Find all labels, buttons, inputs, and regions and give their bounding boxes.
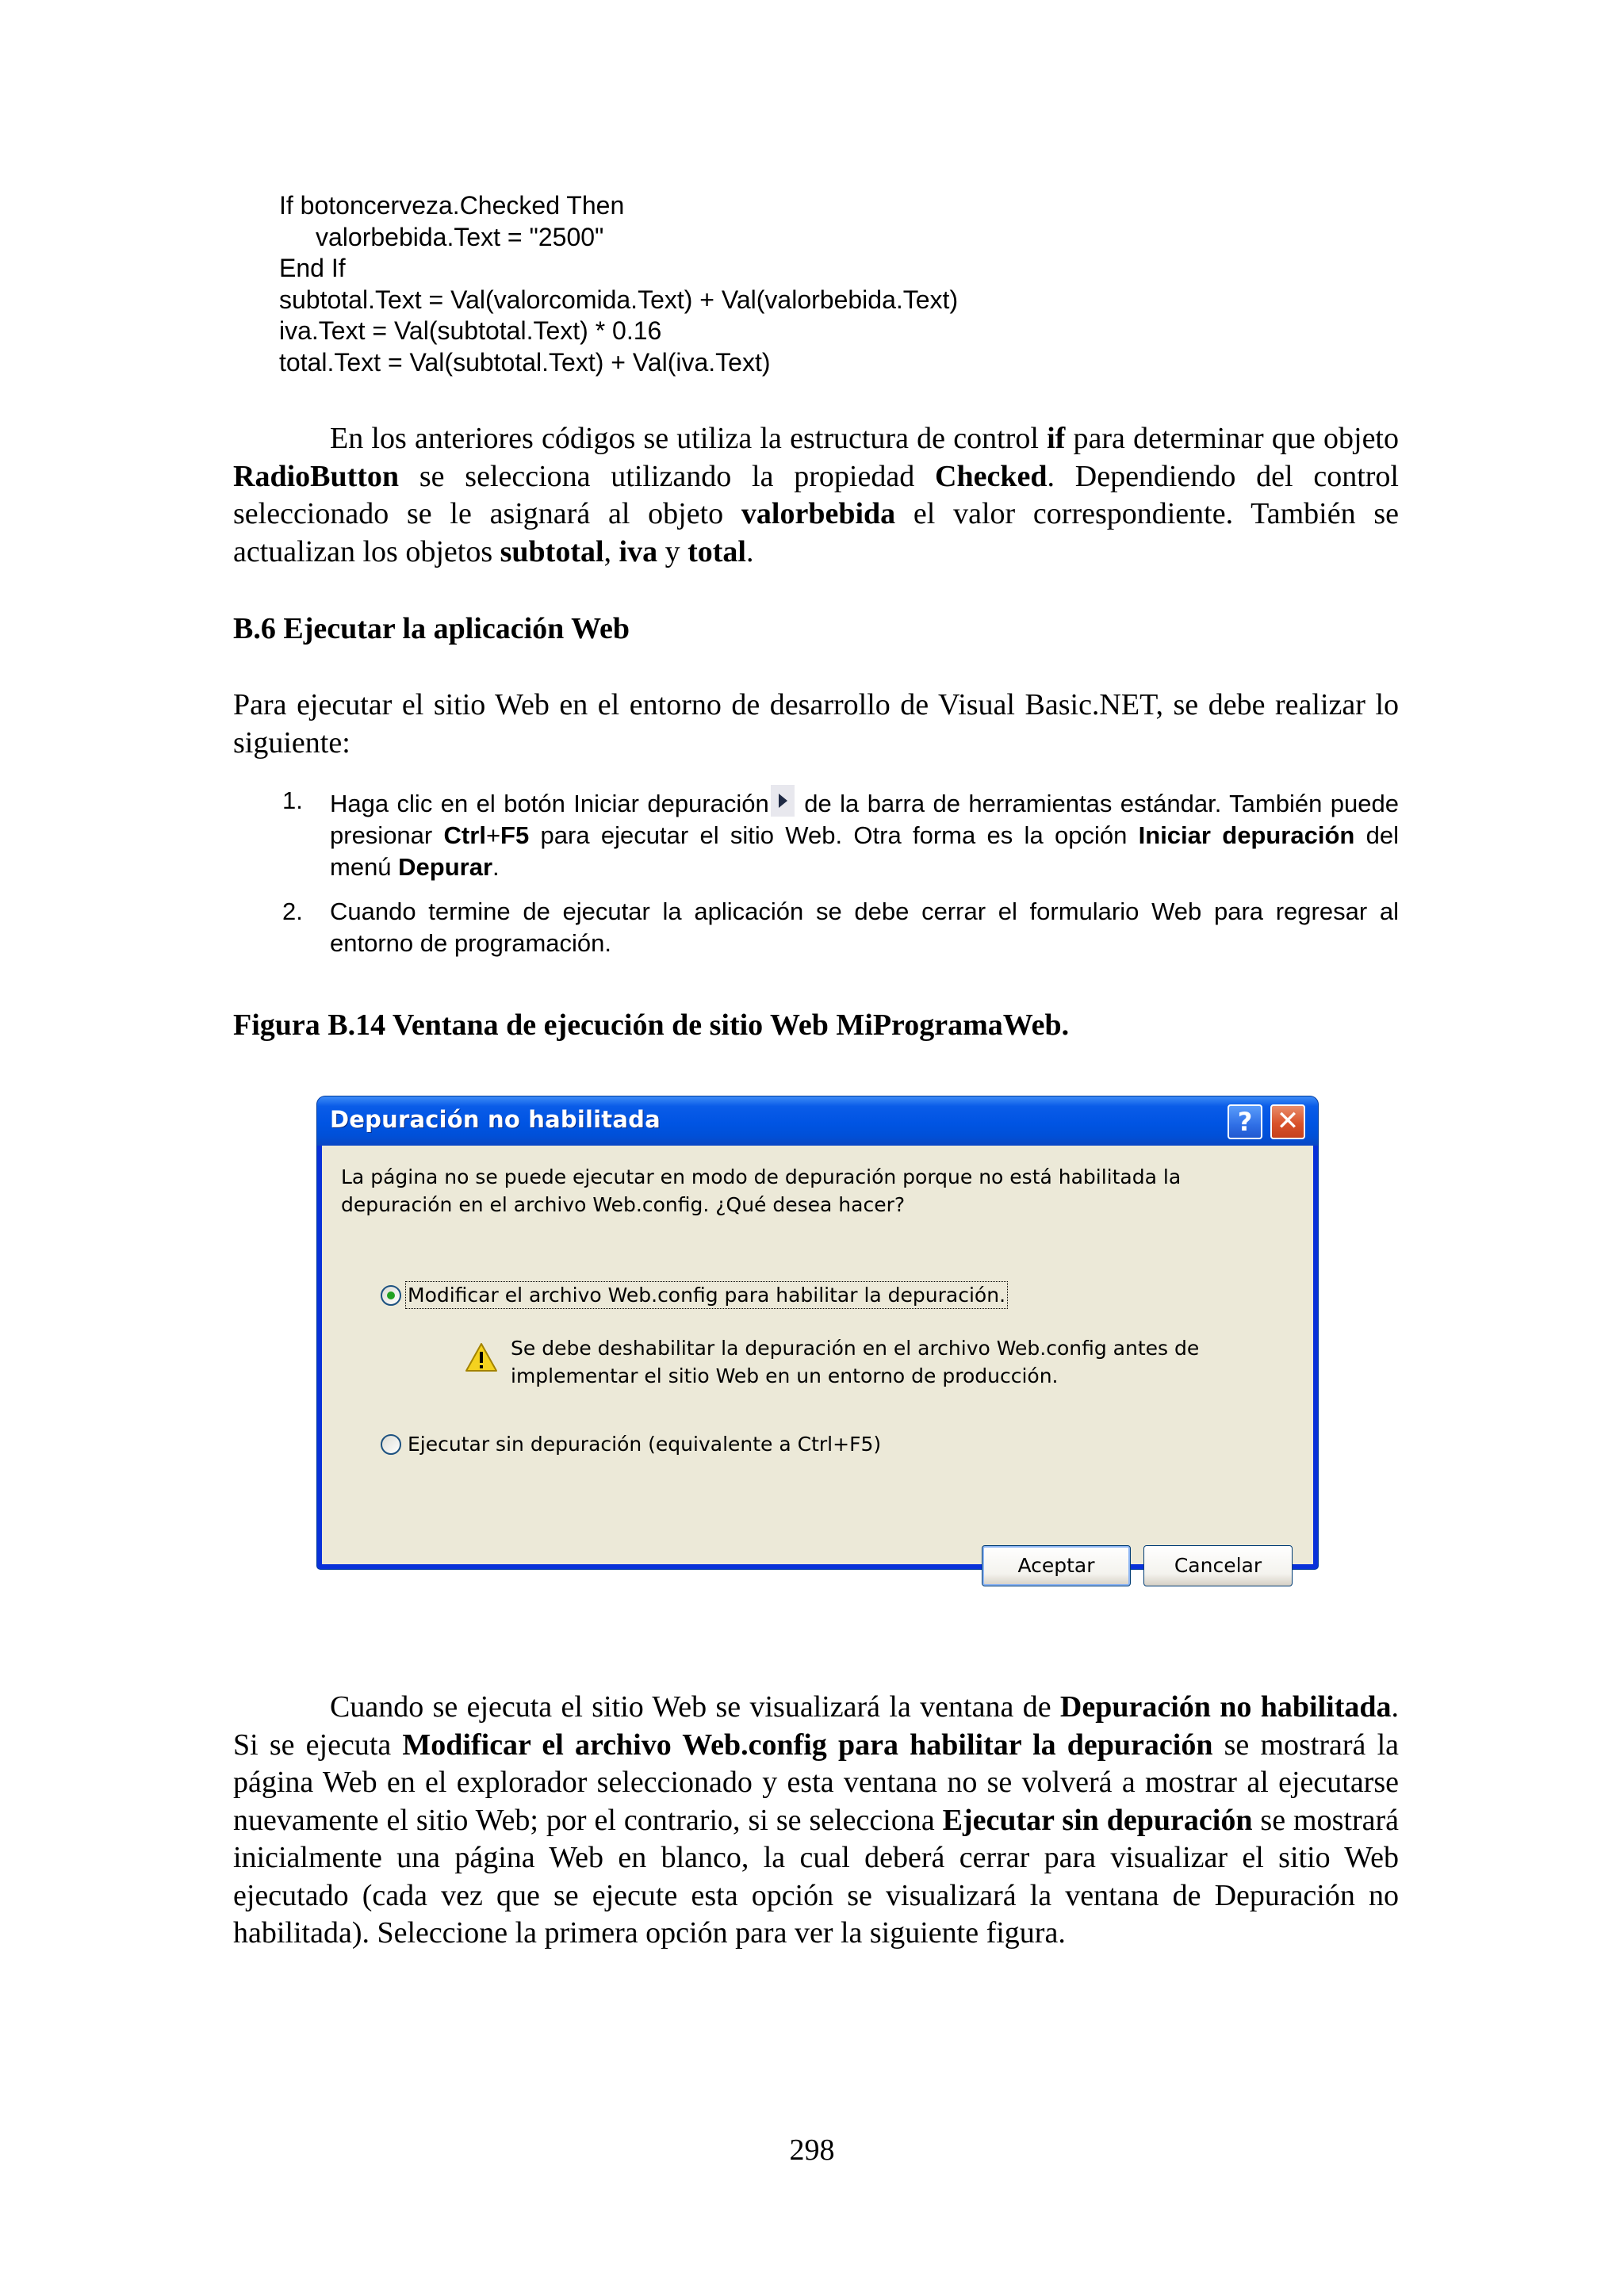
bold-text: Checked [935, 459, 1048, 493]
text-run: En los anteriores códigos se utiliza la estructura de control [330, 422, 1048, 455]
bold-text: Depurar [398, 853, 493, 881]
steps-list [282, 785, 1399, 959]
code-line: subtotal.Text = Val(valorcomida.Text) + Val(valorbebida.Text) [279, 285, 959, 314]
code-line: iva.Text = Val(subtotal.Text) * 0.16 [279, 316, 662, 346]
code-line: total.Text = Val(subtotal.Text) + Val(iva.Text) [279, 347, 771, 377]
paragraph-dialog-explanation [233, 1689, 1399, 1953]
bold-text: iva [619, 534, 658, 568]
option-modify-config-label[interactable]: Modificar el archivo Web.config para habilitar la depuración. [408, 1284, 1006, 1307]
list-item [282, 896, 1399, 959]
text-run: se mostrará inicialmente una página Web en blanco, la cual deberá cerrar para visualizar el sitio Web ejecutado (cada vez que se ejecute esta opción se visualizará la ventana de Depuración no habilitada). Seleccione la primera opción para ver la siguiente figura. [233, 1803, 1399, 1950]
close-button[interactable]: ✕ [1270, 1104, 1305, 1139]
dialog-message: La página no se puede ejecutar en modo de depuración porque no está habilitada la depuración en el archivo Web.config. ¿Qué desea hacer? [341, 1165, 1182, 1216]
code-line: End If [279, 254, 346, 283]
list-item [282, 785, 1399, 883]
help-button[interactable]: ? [1228, 1104, 1262, 1139]
option-modify-config[interactable] [381, 1284, 1005, 1307]
option-run-without-debug[interactable] [381, 1433, 881, 1456]
text-run: , [603, 534, 619, 568]
list-number: 1. [282, 786, 303, 814]
paragraph-code-explanation [233, 420, 1399, 571]
page-number: 298 [789, 2133, 835, 2167]
radio-checked-icon[interactable] [381, 1285, 401, 1306]
bold-text: Modificar el archivo Web.config para habilitar la depuración [402, 1728, 1213, 1762]
option-run-without-debug-label[interactable]: Ejecutar sin depuración (equivalente a Ctrl+F5) [408, 1433, 882, 1456]
text-run: + [485, 821, 501, 849]
text-run: . Dependiendo del control seleccionado se le asignará al objeto [233, 459, 1399, 530]
bold-text: Depuración no habilitada [1059, 1690, 1392, 1724]
text-run: de la barra de herramientas estándar. También puede presionar [330, 790, 1399, 849]
text-run: el valor correspondiente. También se actualizan los objetos [233, 497, 1399, 568]
bold-text: Ctrl [443, 821, 486, 849]
start-debugging-icon [771, 785, 795, 817]
accept-button[interactable]: Aceptar [982, 1545, 1131, 1586]
bold-text: subtotal [500, 534, 604, 568]
dialog-title: Depuración no habilitada [330, 1106, 661, 1133]
text-run: se selecciona utilizando la propiedad [399, 459, 936, 493]
text-run: . [745, 534, 754, 568]
text-run: Cuando se ejecuta el sitio Web se visualizará la ventana de [330, 1690, 1060, 1724]
bold-text: valorbebida [741, 497, 896, 530]
text-run: . [492, 853, 500, 881]
figure-caption: Figura B.14 Ventana de ejecución de sitio Web MiProgramaWeb. [233, 1008, 1070, 1042]
text-run: del menú [330, 821, 1400, 881]
paragraph-intro: Para ejecutar el sitio Web en el entorno de desarrollo de Visual Basic.NET, se debe realizar lo siguiente: [233, 688, 1399, 760]
text-run: se mostrará la página Web en el explorador seleccionado y esta ventana no se volverá a mostrar al ejecutarse nuevamente el sitio Web; por el contrario, si se selecciona [233, 1728, 1399, 1837]
radio-unchecked-icon[interactable] [381, 1434, 401, 1455]
dialog-body [322, 1146, 1313, 1577]
section-heading: B.6 Ejecutar la aplicación Web [233, 612, 630, 645]
text-run: para ejecutar el sitio Web. Otra forma es la opción [529, 821, 1139, 849]
bold-text: if [1047, 422, 1066, 455]
text-run: Haga clic en el botón Iniciar depuración [330, 790, 769, 817]
bold-text: Ejecutar sin depuración [942, 1803, 1253, 1837]
code-line: If botoncerveza.Checked Then [279, 191, 625, 220]
cancel-button[interactable]: Cancelar [1143, 1545, 1293, 1586]
code-line: valorbebida.Text = "2500" [316, 222, 604, 251]
bold-text: F5 [500, 821, 530, 849]
text-run: y [657, 534, 688, 568]
warning-icon [465, 1342, 498, 1372]
bold-text: Iniciar depuración [1138, 821, 1355, 849]
warning-text: Se debe deshabilitar la depuración en el archivo Web.config antes de implementar el sitio Web en un entorno de producción. [511, 1337, 1200, 1387]
code-block [279, 190, 1389, 379]
text-run: . Si se ejecuta [233, 1690, 1399, 1762]
bold-text: RadioButton [233, 459, 400, 493]
text-run: Cuando termine de ejecutar la aplicación se debe cerrar el formulario Web para regresar al entorno de programación. [330, 897, 1399, 957]
bold-text: total [688, 534, 746, 568]
debug-dialog [317, 1096, 1318, 1577]
list-number: 2. [282, 897, 303, 925]
dialog-titlebar [317, 1096, 1318, 1146]
text-run: para determinar que objeto [1065, 422, 1399, 455]
